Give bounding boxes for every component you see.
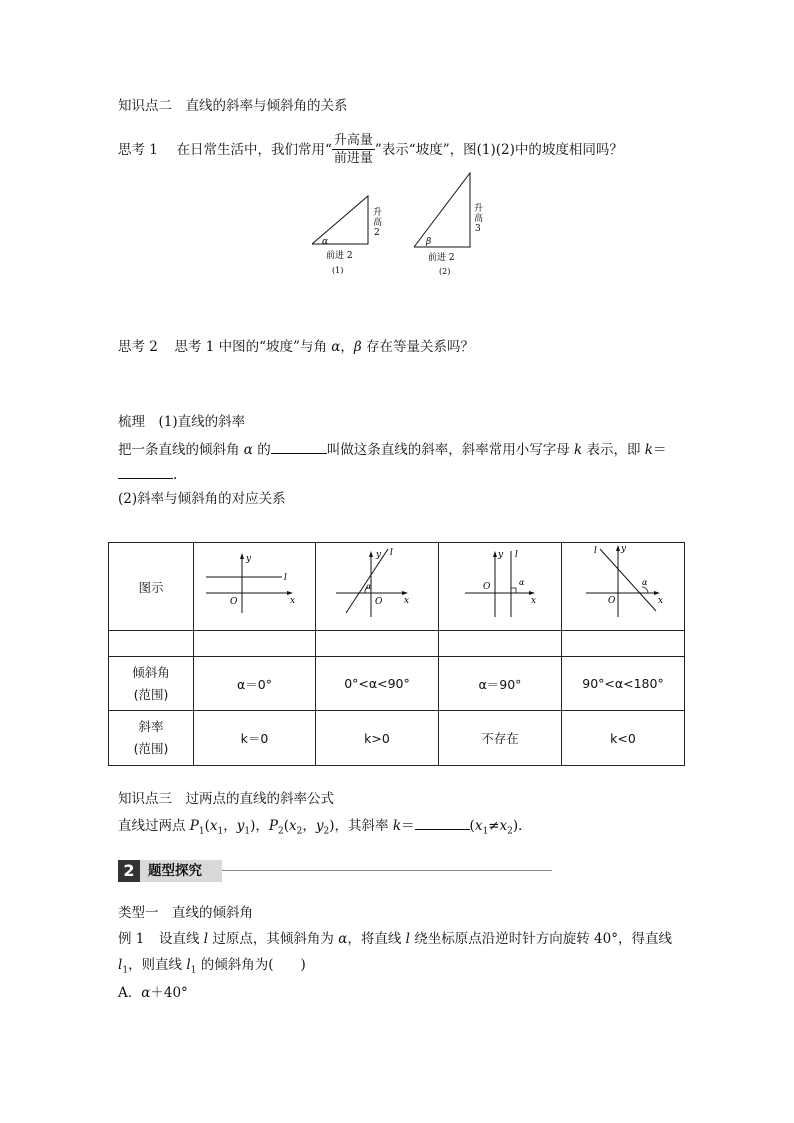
figure1-rise-1: 升 — [373, 208, 383, 218]
think1-paragraph — [118, 133, 623, 168]
figure-2 — [414, 173, 483, 276]
axis-x-label: x — [403, 596, 410, 606]
angle-alpha-label: α — [365, 582, 372, 591]
fraction-numerator: 升高量 — [333, 133, 373, 148]
think2-beta: β — [353, 339, 362, 355]
origin-label: O — [482, 582, 491, 592]
figure2-rise-1: 升 — [474, 204, 484, 214]
figure1-advance: 前进 2 — [326, 251, 353, 261]
equals: ＝ — [401, 818, 415, 834]
table-row-angle — [109, 657, 685, 711]
comma: ， — [223, 818, 237, 834]
figure1-rise-3: 2 — [374, 228, 380, 238]
slope-cell: k>0 — [315, 711, 438, 766]
definition-k-eq: k — [644, 442, 653, 458]
example-mid1: 过原点，其倾斜角为 — [208, 931, 339, 947]
answer-blank-1[interactable] — [271, 439, 327, 454]
slope-definition — [118, 439, 666, 460]
row-label-slope — [109, 711, 194, 766]
point-p2: P — [268, 818, 279, 834]
sort-heading2: (2)斜率与倾斜角的对应关系 — [118, 491, 286, 507]
var-y: y — [236, 818, 245, 834]
paren-open: ( — [204, 818, 210, 834]
axis-y-label: y — [246, 554, 252, 564]
figure-negative-slope — [561, 543, 684, 631]
slope-fraction — [332, 132, 375, 167]
example-pre: 设直线 — [158, 931, 204, 947]
slope-range-label: (范围) — [133, 741, 169, 756]
empty-cell — [109, 631, 194, 657]
think1-label: 思考 1 — [118, 142, 158, 158]
comma: ， — [255, 818, 269, 834]
var-l: l — [405, 931, 410, 947]
think2-paragraph — [118, 337, 474, 357]
definition-pre: 把一条直线的倾斜角 — [118, 442, 244, 458]
sort-heading: 梳理 (1)直线的斜率 — [118, 414, 246, 430]
figure2-advance: 前进 2 — [428, 253, 455, 263]
origin-label: O — [374, 597, 383, 607]
kp2-title: 知识点二 直线的斜率与倾斜角的关系 — [118, 98, 348, 114]
sub-2: 2 — [323, 826, 330, 837]
example-end: 的倾斜角为( ) — [196, 957, 306, 973]
comma: ， — [302, 818, 316, 834]
example-mid4: ，则直线 — [128, 957, 187, 973]
slope-angle-table — [108, 542, 685, 766]
figure2-rise-2: 高 — [474, 214, 484, 224]
axis-x-label: x — [657, 596, 664, 606]
formula-pre: 直线过两点 — [118, 818, 190, 834]
sub-1: 1 — [244, 826, 251, 837]
figure-1 — [312, 196, 382, 275]
angle-alpha-label: α — [518, 578, 525, 587]
formula-mid: ，其斜率 — [334, 818, 393, 834]
line-l-label: l — [389, 548, 393, 558]
axis-x-label: x — [530, 596, 537, 606]
think2-text-pre: 思考 1 中图的“坡度”与角 — [174, 339, 332, 355]
figure2-rise-3: 3 — [475, 224, 481, 234]
empty-cell — [194, 631, 316, 657]
sub-1: 1 — [217, 826, 224, 837]
origin-label: O — [607, 596, 616, 606]
angle-range-label: (范围) — [133, 686, 169, 702]
figure2-caption: (2) — [439, 267, 451, 276]
definition-line2 — [118, 464, 177, 485]
definition-post: 叫做这条直线的斜率，斜率常用小写字母 — [326, 442, 575, 458]
line-l-label: l — [514, 550, 518, 560]
formula-end: )． — [512, 818, 532, 834]
think2-alpha: α — [331, 339, 341, 355]
fraction-denominator: 前进量 — [333, 151, 373, 166]
angle-label: 倾斜角 — [132, 664, 170, 680]
sub-1: 1 — [482, 826, 489, 837]
example1-line1 — [118, 929, 672, 949]
slope-cell: 不存在 — [438, 711, 561, 766]
example-mid3: 绕坐标原点沿逆时针方向旋转 40°，得直线 — [409, 931, 672, 947]
axis-x-label: x — [290, 596, 296, 606]
figure1-angle: α — [322, 237, 329, 247]
definition-alpha: α — [243, 442, 253, 458]
line-l-label: l — [284, 573, 288, 583]
table-row-slope — [109, 711, 685, 766]
think2-label: 思考 2 — [118, 339, 158, 355]
think1-text-pre: 在日常生活中，我们常用“ — [176, 142, 332, 158]
var-l1: l — [118, 957, 123, 973]
slope-label: 斜率 — [138, 719, 164, 734]
angle-cell: α＝90° — [438, 657, 561, 711]
angle-alpha-label: α — [641, 578, 648, 587]
var-x: x — [289, 818, 297, 834]
think1-text-post: ”表示“坡度”，图(1)(2)中的坡度相同吗？ — [374, 142, 623, 158]
angle-cell: 0°<α<90° — [315, 657, 438, 711]
option-a-label: A． — [118, 985, 142, 1001]
origin-label: O — [230, 597, 238, 607]
definition-mid: 的 — [252, 442, 271, 458]
answer-blank-3[interactable] — [415, 815, 470, 830]
figure-horizontal-line — [194, 543, 316, 631]
figure-vertical-line — [438, 543, 561, 631]
section-title: 题型探究 — [140, 860, 222, 882]
empty-cell — [438, 631, 561, 657]
kp3-title: 知识点三 过两点的直线的斜率公式 — [118, 791, 334, 807]
paren-open: ( — [469, 818, 475, 834]
var-l1: l — [186, 957, 191, 973]
sub-2: 2 — [296, 826, 303, 837]
l1-sub: 1 — [190, 965, 197, 976]
p1-sub: 1 — [198, 826, 205, 837]
sub-2: 2 — [507, 826, 513, 837]
var-y: y — [315, 818, 324, 834]
think2-comma: ， — [340, 339, 354, 355]
example-label: 例 1 — [118, 931, 145, 947]
think2-text-post: 存在等量关系吗？ — [361, 339, 474, 355]
definition-k: k — [574, 442, 583, 458]
var-x: x — [474, 818, 483, 834]
example1-line2 — [118, 955, 306, 975]
var-x: x — [499, 818, 508, 834]
figure1-rise-2: 高 — [373, 218, 383, 228]
paren-open: ( — [283, 818, 290, 834]
figure2-angle: β — [426, 237, 432, 247]
figure-positive-slope — [315, 543, 438, 631]
p2-sub: 2 — [278, 826, 284, 837]
not-equal: ≠ — [488, 818, 500, 834]
axis-y-label: y — [497, 550, 504, 560]
option-a[interactable] — [118, 983, 188, 1003]
var-l: l — [203, 931, 209, 947]
two-point-formula: 直线过两点 $P_1(x_1$，$y_1$)，$P_2(x_2$，$y_2$)，其斜率 $k= (x_1\ne x_2)$． — [118, 815, 532, 836]
option-a-alpha: α — [141, 985, 151, 1001]
var-alpha: α — [338, 931, 348, 947]
definition-end: 表示，即 — [582, 442, 645, 458]
angle-cell: α＝0° — [194, 657, 316, 711]
empty-cell — [315, 631, 438, 657]
line-l-label: l — [593, 546, 597, 556]
axis-y-label: y — [375, 550, 382, 560]
var-k: k — [392, 818, 402, 834]
row-label-figure: 图示 — [109, 543, 194, 631]
option-a-text: ＋40° — [150, 985, 188, 1001]
definition-period: . — [173, 467, 178, 483]
table-row-empty — [109, 631, 685, 657]
answer-blank-2[interactable] — [118, 464, 173, 479]
empty-cell — [561, 631, 684, 657]
example-mid2: ，将直线 — [347, 931, 406, 947]
row-label-angle — [109, 657, 194, 711]
definition-equals: ＝ — [652, 442, 667, 458]
point-p1: P — [189, 818, 199, 834]
slope-cell: k<0 — [561, 711, 684, 766]
slope-figures — [300, 165, 500, 280]
section-number: 2 — [118, 860, 140, 882]
l1-sub: 1 — [122, 965, 129, 976]
figure1-caption: (1) — [332, 266, 344, 275]
type1-title: 类型一 直线的倾斜角 — [118, 905, 253, 921]
axis-y-label: y — [620, 544, 627, 554]
angle-cell: 90°<α<180° — [561, 657, 684, 711]
slope-cell: k＝0 — [194, 711, 316, 766]
var-x: x — [209, 818, 218, 834]
table-row-figures — [109, 543, 685, 631]
section-divider — [222, 870, 552, 871]
